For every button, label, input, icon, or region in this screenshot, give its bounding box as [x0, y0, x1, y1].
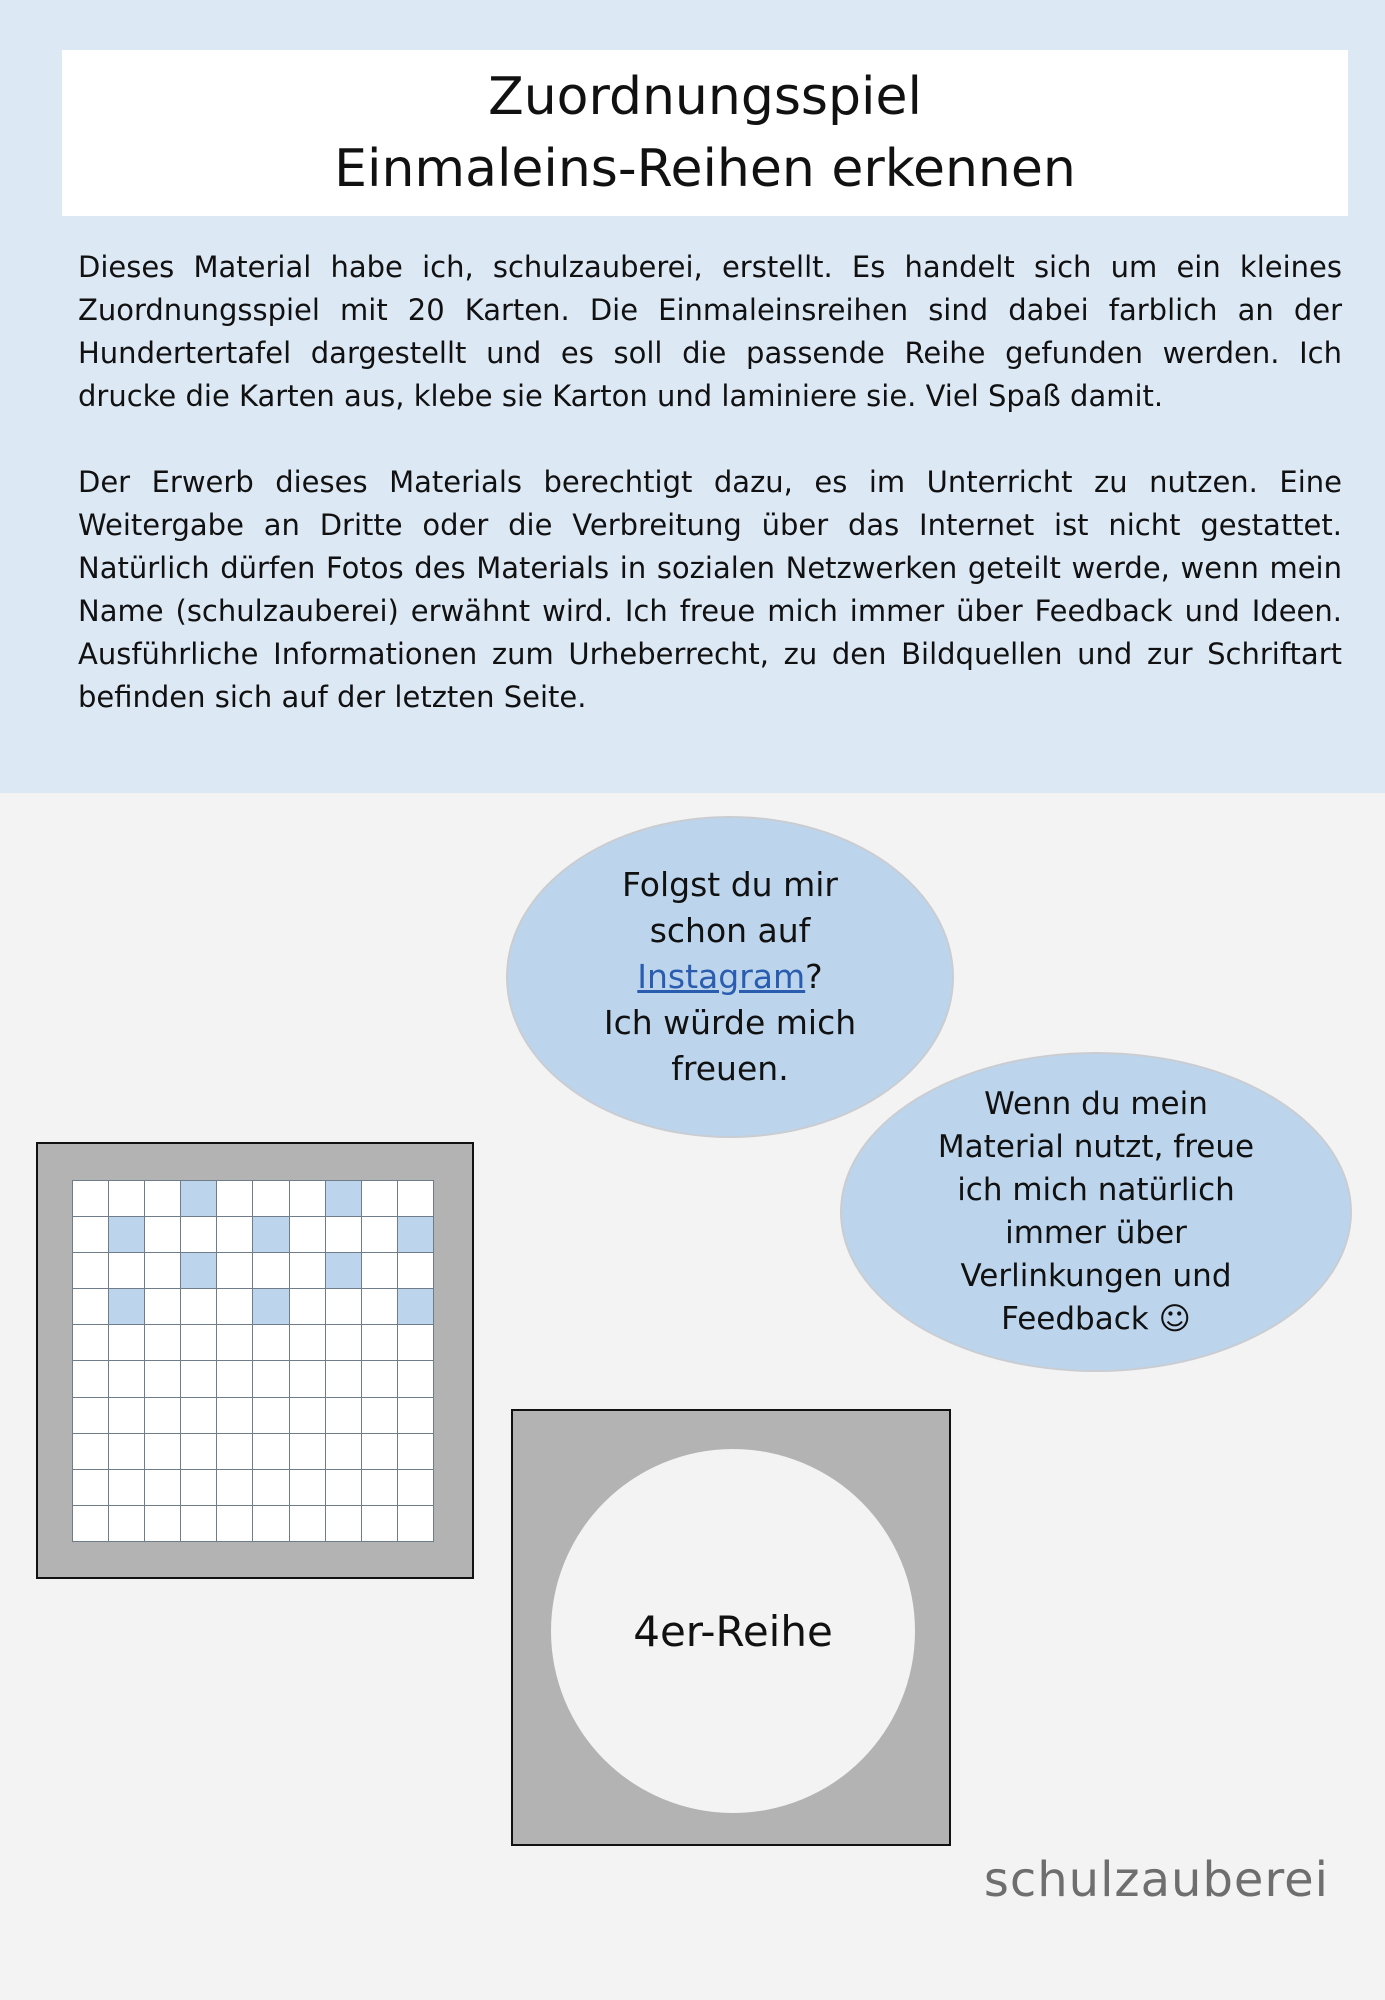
- grid-cell: [326, 1289, 362, 1325]
- grid-cell: [217, 1325, 253, 1361]
- grid-cell: [290, 1470, 326, 1506]
- grid-cell: [145, 1506, 181, 1542]
- grid-cell: [109, 1398, 145, 1434]
- grid-cell: [217, 1181, 253, 1217]
- grid-cell: [181, 1325, 217, 1361]
- grid-cell: [362, 1217, 398, 1253]
- answer-card-circle: [551, 1449, 915, 1813]
- instagram-bubble-text: Folgst du mir schon auf Instagram? Ich würde mich freuen.: [603, 865, 857, 1088]
- hundred-chart-card: [36, 1142, 474, 1579]
- grid-cell: [73, 1470, 109, 1506]
- grid-cell: [253, 1398, 289, 1434]
- instagram-speech-bubble: [506, 816, 954, 1138]
- grid-cell: [253, 1181, 289, 1217]
- grid-cell: [290, 1253, 326, 1289]
- grid-cell: [398, 1253, 434, 1289]
- grid-cell: [398, 1434, 434, 1470]
- grid-cell: [145, 1217, 181, 1253]
- grid-cell: [181, 1434, 217, 1470]
- answer-card-label: 4er-Reihe: [633, 1606, 833, 1656]
- grid-cell: [326, 1434, 362, 1470]
- brand-logo-text: schulzauberei: [983, 1852, 1329, 1908]
- grid-cell: [362, 1253, 398, 1289]
- feedback-bubble-text: Wenn du mein Material nutzt, freue ich mich natürlich immer über Verlinkungen und Feedback ☺: [937, 1086, 1255, 1337]
- page-title: Zuordnungsspiel: [488, 67, 922, 127]
- page-subtitle: Einmaleins-Reihen erkennen: [334, 139, 1076, 199]
- grid-cell-highlighted: [398, 1217, 434, 1253]
- grid-cell: [217, 1361, 253, 1397]
- grid-cell: [73, 1506, 109, 1542]
- grid-cell: [217, 1506, 253, 1542]
- grid-cell: [181, 1470, 217, 1506]
- grid-cell: [326, 1217, 362, 1253]
- grid-cell: [73, 1398, 109, 1434]
- grid-cell: [398, 1361, 434, 1397]
- grid-cell: [73, 1325, 109, 1361]
- grid-cell: [253, 1361, 289, 1397]
- grid-cell: [181, 1361, 217, 1397]
- grid-cell: [253, 1325, 289, 1361]
- grid-cell: [362, 1434, 398, 1470]
- grid-cell: [290, 1325, 326, 1361]
- grid-cell: [362, 1506, 398, 1542]
- grid-cell: [362, 1289, 398, 1325]
- grid-cell: [109, 1325, 145, 1361]
- grid-cell: [73, 1434, 109, 1470]
- grid-cell: [109, 1253, 145, 1289]
- grid-cell: [326, 1398, 362, 1434]
- grid-cell: [109, 1181, 145, 1217]
- grid-cell: [290, 1434, 326, 1470]
- grid-cell: [145, 1325, 181, 1361]
- grid-cell: [145, 1434, 181, 1470]
- grid-cell: [253, 1506, 289, 1542]
- grid-cell: [326, 1470, 362, 1506]
- grid-cell: [181, 1398, 217, 1434]
- grid-cell: [73, 1217, 109, 1253]
- grid-cell: [398, 1398, 434, 1434]
- grid-cell: [253, 1434, 289, 1470]
- grid-cell: [145, 1253, 181, 1289]
- grid-cell: [290, 1217, 326, 1253]
- grid-cell: [217, 1253, 253, 1289]
- grid-cell-highlighted: [326, 1253, 362, 1289]
- grid-cell: [109, 1470, 145, 1506]
- grid-cell: [362, 1398, 398, 1434]
- grid-cell: [73, 1289, 109, 1325]
- grid-cell-highlighted: [326, 1181, 362, 1217]
- grid-cell: [145, 1398, 181, 1434]
- grid-cell-highlighted: [398, 1289, 434, 1325]
- grid-cell: [181, 1506, 217, 1542]
- grid-cell: [362, 1470, 398, 1506]
- grid-cell: [362, 1325, 398, 1361]
- grid-cell: [290, 1289, 326, 1325]
- grid-cell-highlighted: [253, 1289, 289, 1325]
- grid-cell: [290, 1181, 326, 1217]
- grid-cell: [326, 1361, 362, 1397]
- grid-cell: [145, 1181, 181, 1217]
- grid-cell: [181, 1289, 217, 1325]
- grid-cell: [362, 1361, 398, 1397]
- grid-cell: [217, 1434, 253, 1470]
- header-section: [0, 0, 1385, 793]
- grid-cell: [73, 1181, 109, 1217]
- grid-cell: [398, 1181, 434, 1217]
- title-box: [62, 50, 1348, 216]
- grid-cell: [326, 1506, 362, 1542]
- grid-cell-highlighted: [181, 1181, 217, 1217]
- intro-paragraph-2: Der Erwerb dieses Materials berechtigt dazu, es im Unterricht zu nutzen. Eine Weitergabe an Dritte oder die Verbreitung über das Internet ist nicht gestattet. Natürlich dürfen Fotos des Materials in sozialen Netzwerken geteilt werde, wenn mein Name (schulzauberei) erwähnt wird. Ich freue mich immer über Feedback und Ideen. Ausführliche Informationen zum Urheberrecht, zu den Bildquellen und zur Schriftart befinden sich auf der letzten Seite.: [78, 465, 1342, 714]
- grid-cell: [109, 1361, 145, 1397]
- grid-cell: [145, 1361, 181, 1397]
- grid-cell: [217, 1217, 253, 1253]
- grid-cell: [73, 1361, 109, 1397]
- grid-cell-highlighted: [253, 1217, 289, 1253]
- grid-cell: [217, 1470, 253, 1506]
- grid-cell: [290, 1361, 326, 1397]
- grid-cell: [398, 1506, 434, 1542]
- intro-text: [78, 246, 1342, 719]
- grid-cell: [398, 1470, 434, 1506]
- instagram-link[interactable]: Instagram: [637, 957, 806, 996]
- grid-cell: [253, 1253, 289, 1289]
- grid-cell-highlighted: [181, 1253, 217, 1289]
- grid-cell: [326, 1325, 362, 1361]
- grid-cell: [290, 1398, 326, 1434]
- grid-cell: [145, 1470, 181, 1506]
- grid-cell: [73, 1253, 109, 1289]
- grid-cell: [362, 1181, 398, 1217]
- answer-card: [511, 1409, 951, 1846]
- grid-cell: [253, 1470, 289, 1506]
- grid-cell: [217, 1398, 253, 1434]
- grid-cell-highlighted: [109, 1217, 145, 1253]
- grid-cell-highlighted: [109, 1289, 145, 1325]
- grid-cell: [217, 1289, 253, 1325]
- hundred-chart-grid: [72, 1180, 434, 1542]
- feedback-speech-bubble: [840, 1052, 1352, 1372]
- grid-cell: [181, 1217, 217, 1253]
- grid-cell: [145, 1289, 181, 1325]
- intro-paragraph-1: Dieses Material habe ich, schulzauberei, erstellt. Es handelt sich um ein kleines Zuordnungsspiel mit 20 Karten. Die Einmaleinsreihen sind dabei farblich an der Hundertertafel dargestellt und es soll die passende Reihe gefunden werden. Ich drucke die Karten aus, klebe sie Karton und laminiere sie. Viel Spaß damit.: [78, 250, 1342, 413]
- grid-cell: [109, 1506, 145, 1542]
- grid-cell: [290, 1506, 326, 1542]
- grid-cell: [109, 1434, 145, 1470]
- grid-cell: [398, 1325, 434, 1361]
